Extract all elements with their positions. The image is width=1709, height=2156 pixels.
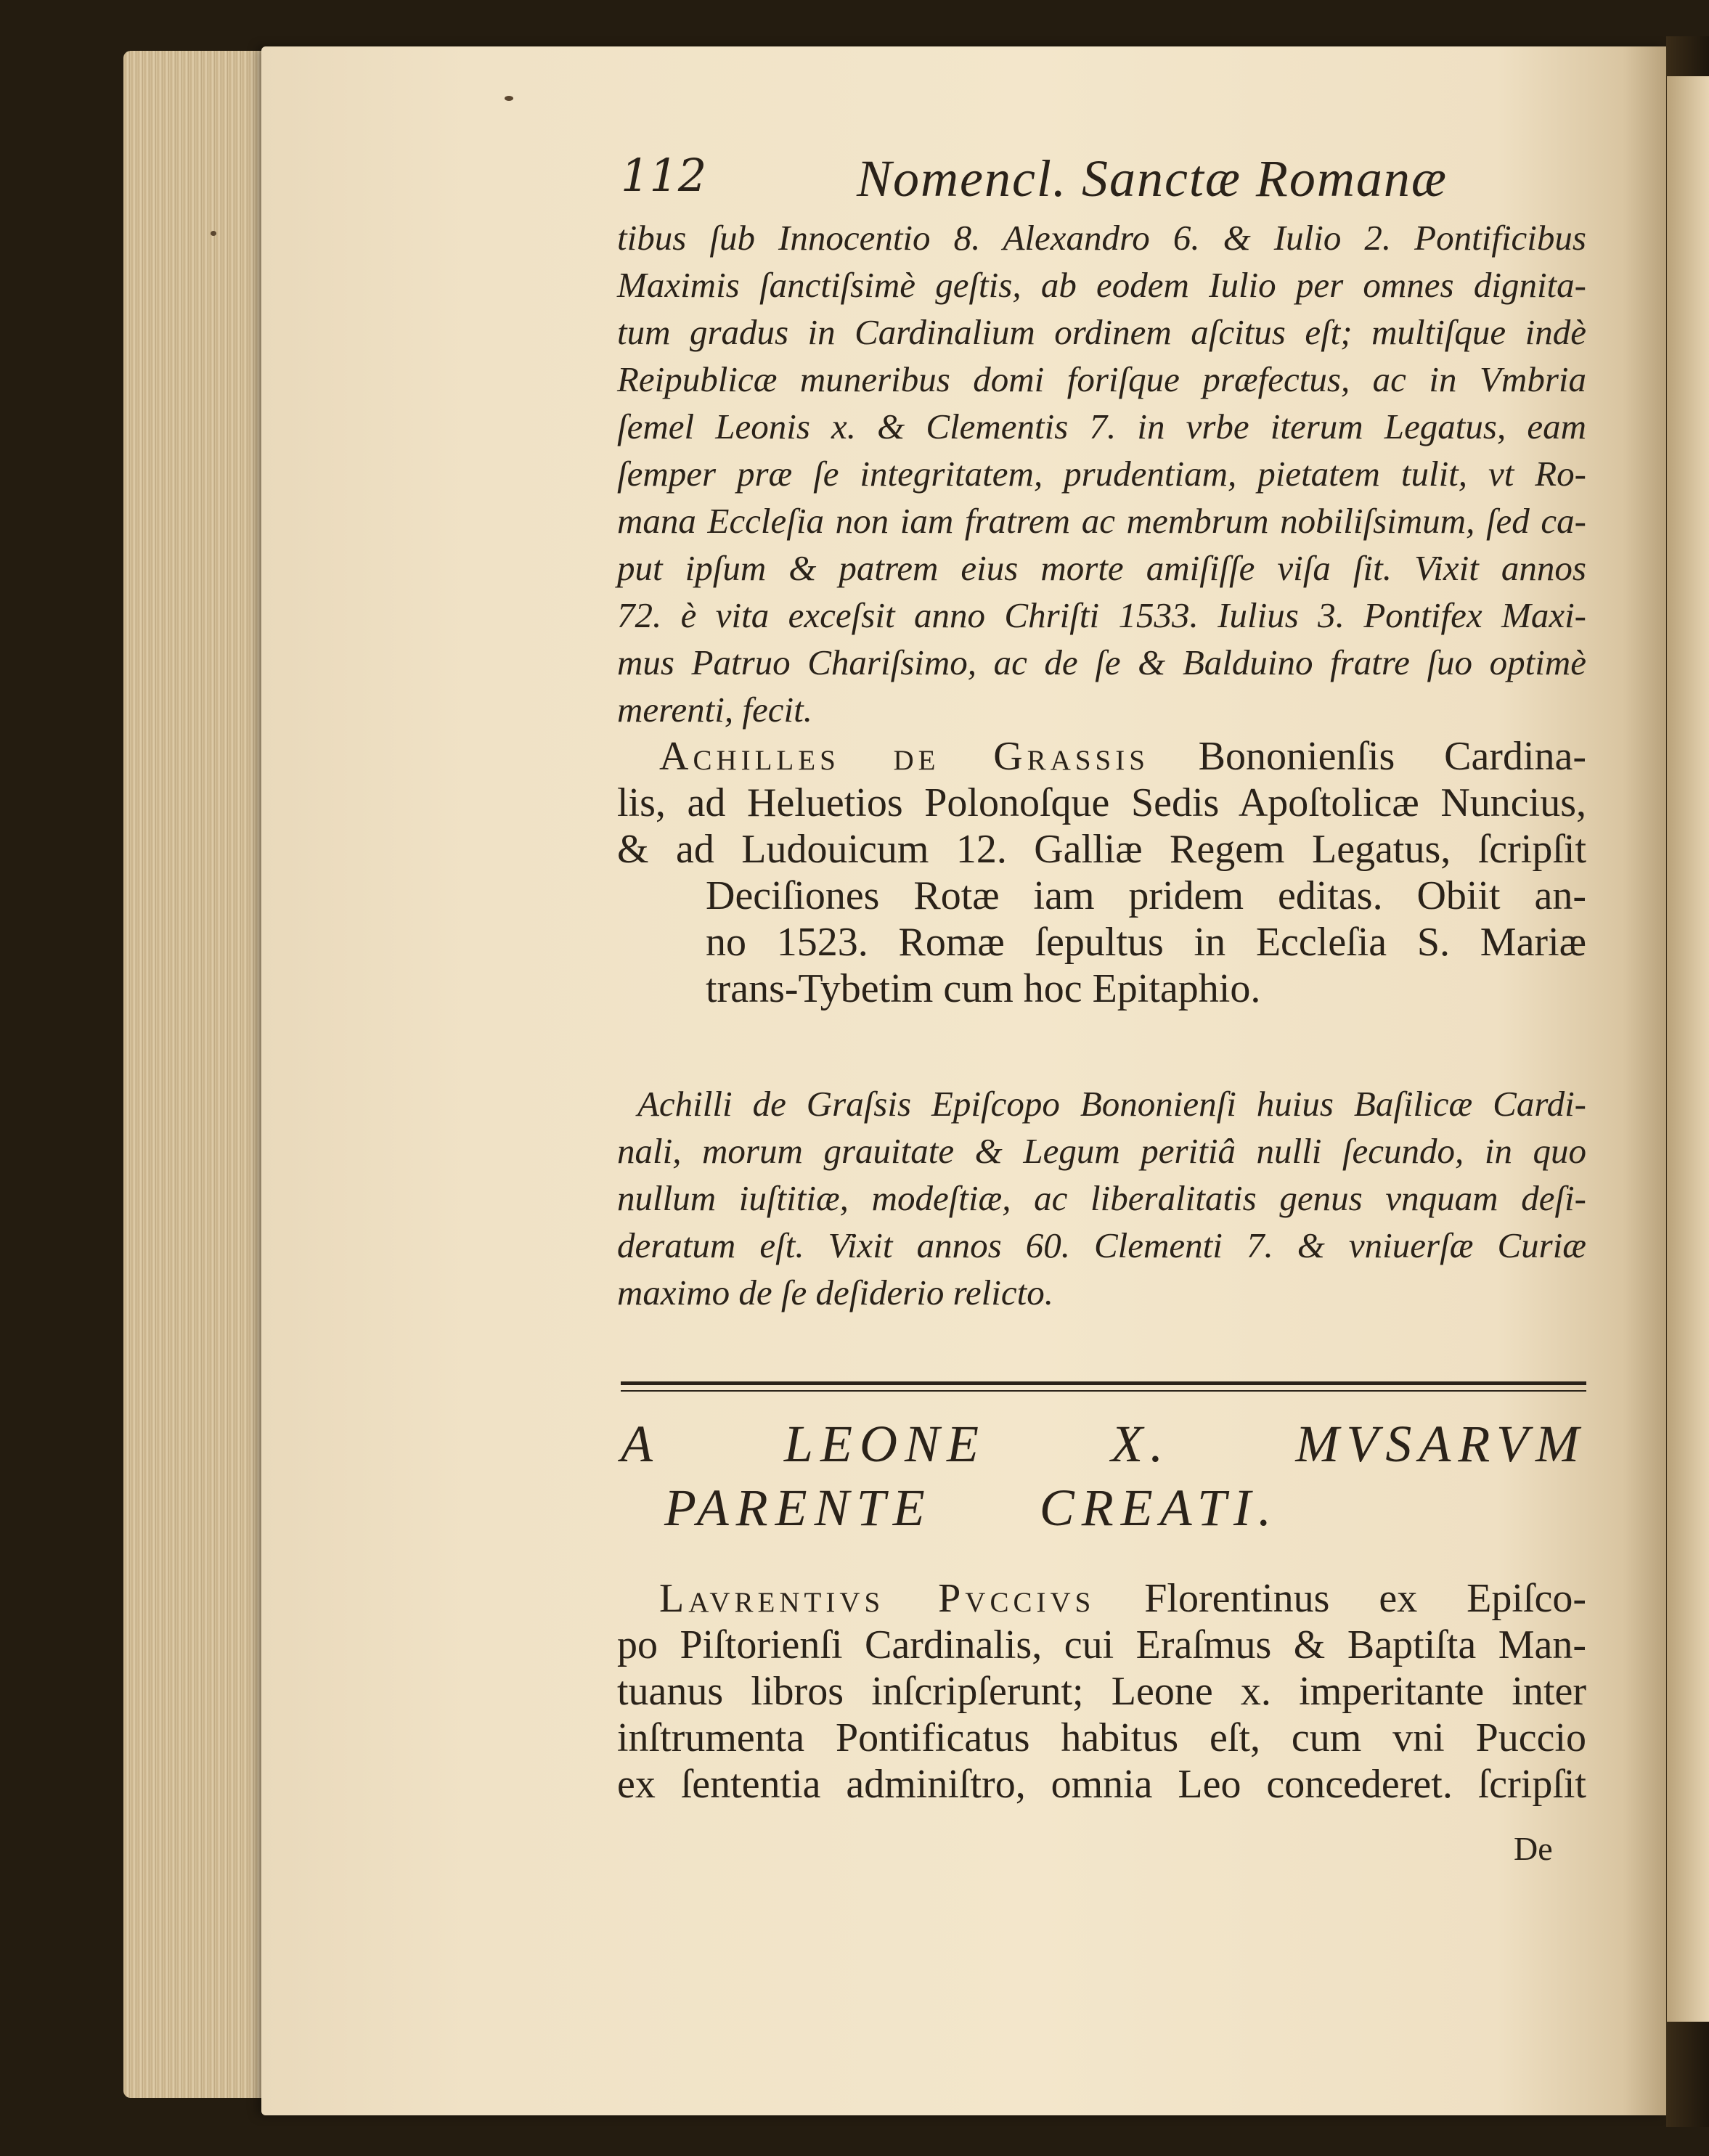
page-header xyxy=(621,149,1586,211)
text-line: merenti, fecit. xyxy=(617,690,812,730)
text-line: ſemel Leonis x. & Clementis 7. in vrbe iterum Legatus, eam xyxy=(617,407,1586,446)
entry-name: Achilles de Grassis xyxy=(659,734,1149,779)
entry-first-line xyxy=(617,733,1586,780)
entry-name: Lavrentivs Pvccivs xyxy=(659,1576,1096,1621)
text-line: Deciſiones Rotæ iam pridem editas. Obiit an- xyxy=(706,873,1586,918)
text-line: & ad Ludouicum 12. Galliæ Regem Legatus, ſcripſit xyxy=(617,827,1586,872)
next-page-edge xyxy=(1667,76,1709,2022)
text-line: put ipſum & patrem eius morte amiſiſſe viſa ſit. Vixit annos xyxy=(617,548,1586,588)
entry-continuation xyxy=(617,214,1586,733)
ink-speck xyxy=(211,231,216,236)
text-line: ſemper præ ſe integritatem, prudentiam, pietatem tulit, vt Ro- xyxy=(617,454,1586,494)
epitaph-line: Achilli de Graſsis Epiſcopo Bononienſi huius Baſilicæ Cardi- xyxy=(637,1084,1586,1124)
page-number: 112 xyxy=(621,149,707,202)
text-line: po Piſtorienſi Cardinalis, cui Eraſmus & Baptiſta Man- xyxy=(617,1622,1586,1667)
epitaph xyxy=(617,1080,1586,1316)
section-heading-line: A LEONE X. MVSARVM xyxy=(621,1415,1586,1473)
section-rule xyxy=(621,1381,1586,1392)
entry-laurentius-puccius xyxy=(617,1575,1586,1808)
text-line: tum gradus in Cardinalium ordinem aſcitus eſt; multiſque indè xyxy=(617,312,1586,352)
catchword: De xyxy=(1514,1830,1553,1867)
epitaph-line: deratum eſt. Vixit annos 60. Clementi 7. & vniuerſæ Curiæ xyxy=(617,1225,1586,1265)
text-line: Reipublicæ muneribus domi foriſque præfectus, ac in Vmbria xyxy=(617,359,1586,399)
text-line: Florentinus ex Epiſco- xyxy=(1144,1576,1586,1621)
section-heading xyxy=(621,1412,1586,1540)
epitaph-line: nali, morum grauitate & Legum peritiâ nulli ſecundo, in quo xyxy=(617,1131,1586,1171)
entry-achilles-de-grassis xyxy=(617,733,1586,1012)
ink-speck xyxy=(505,96,513,101)
text-line: mus Patruo Chariſsimo, ac de ſe & Balduino fratre ſuo optimè xyxy=(617,642,1586,682)
text-line: mana Eccleſia non iam fratrem ac membrum nobiliſsimum, ſed ca- xyxy=(617,501,1586,541)
text-line: trans-Tybetim cum hoc Epitaphio. xyxy=(706,966,1261,1011)
epitaph-line: maximo de ſe deſiderio relicto. xyxy=(617,1273,1053,1312)
running-head: Nomencl. Sanctæ Romanæ xyxy=(857,150,1448,208)
entry-first-line xyxy=(617,1575,1586,1622)
text-line: no 1523. Romæ ſepultus in Eccleſia S. Mariæ xyxy=(706,920,1586,965)
text-line: Bononienſis Cardina- xyxy=(1198,734,1587,779)
text-line: Maximis ſanctiſsimè geſtis, ab eodem Iulio per omnes dignita- xyxy=(617,265,1586,305)
text-line: ex ſententia adminiſtro, omnia Leo concederet. ſcripſit xyxy=(617,1762,1586,1807)
text-line: lis, ad Heluetios Polonoſque Sedis Apoſtolicæ Nuncius, xyxy=(617,780,1586,825)
section-heading-line: PARENTE CREATI. xyxy=(664,1479,1278,1537)
text-line: 72. è vita exceſsit anno Chriſti 1533. Iulius 3. Pontifex Maxi- xyxy=(617,595,1586,635)
text-line: tibus ſub Innocentio 8. Alexandro 6. & Iulio 2. Pontificibus xyxy=(617,218,1586,258)
text-line: tuanus libros inſcripſerunt; Leone x. imperitante inter xyxy=(617,1669,1586,1714)
epitaph-line: nullum iuſtitiæ, modeſtiæ, ac liberalitatis genus vnquam deſi- xyxy=(617,1178,1586,1218)
text-line: inſtrumenta Pontificatus habitus eſt, cum vni Puccio xyxy=(617,1715,1586,1760)
